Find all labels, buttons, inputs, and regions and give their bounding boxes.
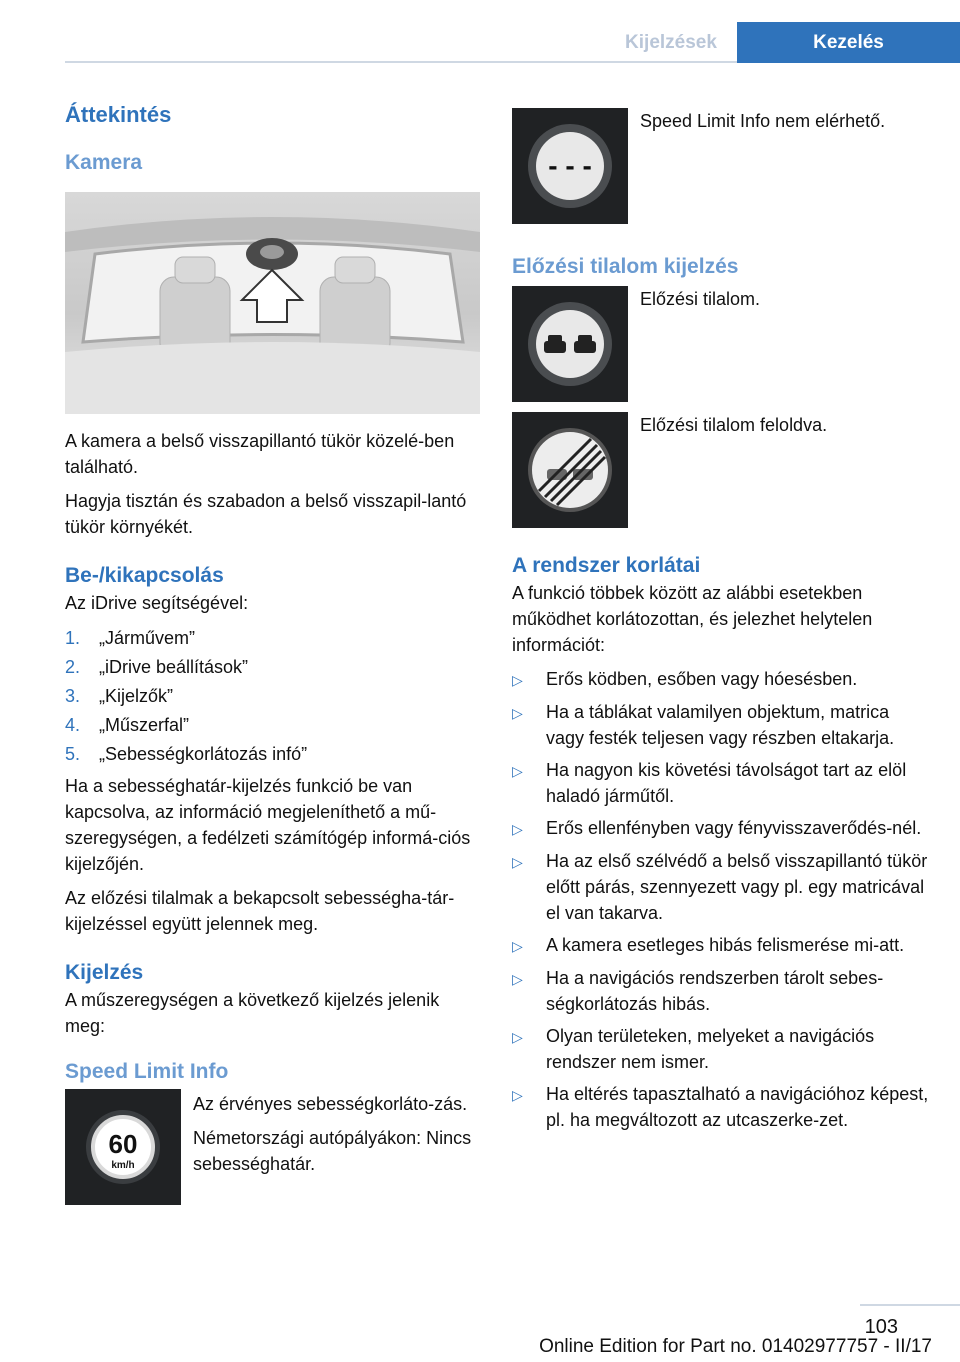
- camera-paragraph-2: Hagyja tisztán és szabadon a belső visszapil-lantó tükör környékét.: [65, 491, 467, 537]
- no-passing-sign: [512, 286, 628, 402]
- limits-list: [512, 666, 932, 1133]
- onoff-intro: Az iDrive segítségével:: [65, 593, 249, 613]
- speed-limit-row: [65, 1089, 480, 1205]
- heading-attekintes: Áttekintés: [65, 102, 172, 127]
- list-item: ▷ A kamera esetleges hibás felismerése mi-att.: [512, 935, 905, 955]
- sli-unavailable-text: Speed Limit Info nem elérhető.: [640, 111, 886, 131]
- svg-text:60: 60: [108, 1129, 138, 1159]
- sli-paragraph-2: Németországi autópályákon: Nincs sebességhatár.: [193, 1128, 472, 1174]
- steps-list: [65, 624, 480, 769]
- camera-paragraph-1: A kamera a belső visszapillantó tükör közelé-ben található.: [65, 431, 455, 477]
- display-paragraph: A műszeregységen a következő kijelzés jelenik meg:: [65, 990, 440, 1036]
- no-limit-sign-icon: [525, 121, 615, 211]
- tab-kezeles[interactable]: Kezelés: [737, 22, 960, 63]
- list-item: ▷ Ha nagyon kis követési távolságot tart az elöl haladó járműtől.: [512, 760, 907, 806]
- limits-intro: A funkció többek között az alábbi esetekben működhet korlátozottan, és jelezhet helytelen információt:: [512, 583, 873, 655]
- heading-speed-limit-info: Speed Limit Info: [65, 1060, 229, 1083]
- edition-footer: Online Edition for Part no. 01402977757 - II/17: [539, 1336, 932, 1357]
- no-passing-text: Előzési tilalom.: [640, 289, 761, 309]
- list-item: ▷ Ha eltérés tapasztalható a navigációhoz képest, pl. ha megváltozott az utcaszerke-zet.: [512, 1084, 929, 1130]
- sli-unavailable-row: [512, 108, 932, 224]
- heading-be-kikapcsolas: Be-/kikapcsolás: [65, 564, 224, 587]
- svg-text:km/h: km/h: [111, 1160, 135, 1171]
- onoff-paragraph-1: Ha a sebességhatár-kijelzés funkció be van kapcsolva, az információ megjeleníthető a mű-szeregységen, a fedélzeti számítógép informá-ciós kijelzőjén.: [65, 776, 471, 874]
- no-passing-row: [512, 286, 932, 402]
- sli-paragraph-1: Az érvényes sebességkorláto-zás.: [193, 1094, 468, 1114]
- list-item: ▷ Erős ködben, esőben vagy hóesésben.: [512, 669, 858, 689]
- footer-rule: [860, 1304, 960, 1306]
- page-number: 103: [864, 1316, 898, 1338]
- list-item: 5. „Sebességkorlátozás infó”: [65, 744, 308, 764]
- no-passing-end-row: [512, 412, 932, 528]
- heading-elozesi-tilalom: Előzési tilalom kijelzés: [512, 255, 739, 278]
- list-item: 3. „Kijelzők”: [65, 686, 174, 706]
- no-passing-icon: [525, 299, 615, 389]
- left-column: [65, 100, 480, 1205]
- tab-kijelzesek[interactable]: Kijelzések: [625, 31, 717, 53]
- speed-limit-60-sign: [65, 1089, 181, 1205]
- sli-unavailable-sign: [512, 108, 628, 224]
- heading-kijelzes: Kijelzés: [65, 961, 144, 984]
- onoff-paragraph-2: Az előzési tilalmak a bekapcsolt sebességha-tár-kijelzéssel együtt jelennek meg.: [65, 888, 455, 934]
- speed-limit-sign-icon: [83, 1107, 163, 1187]
- list-item: 1. „Járművem”: [65, 628, 196, 648]
- svg-text:- - -: - - -: [548, 150, 592, 181]
- heading-rendszer-korlatai: A rendszer korlátai: [512, 554, 701, 577]
- no-passing-end-text: Előzési tilalom feloldva.: [640, 415, 828, 435]
- speed-limit-text: [181, 1089, 480, 1205]
- no-passing-end-sign: [512, 412, 628, 528]
- end-no-passing-icon: [525, 425, 615, 515]
- list-item: ▷ Olyan területeken, melyeket a navigációs rendszer nem ismer.: [512, 1026, 875, 1072]
- list-item: 4. „Műszerfal”: [65, 715, 190, 735]
- right-column: [512, 108, 932, 1139]
- list-item: 2. „iDrive beállítások”: [65, 657, 249, 677]
- rear-window-illustration: [65, 192, 480, 414]
- list-item: ▷ Ha a navigációs rendszerben tárolt sebes-ségkorlátozás hibás.: [512, 968, 884, 1014]
- list-item: ▷ Ha a táblákat valamilyen objektum, matrica vagy festék teljesen vagy részben eltakarja.: [512, 702, 895, 748]
- list-item: ▷ Erős ellenfényben vagy fényvisszaverődés-nél.: [512, 818, 922, 838]
- heading-kamera: Kamera: [65, 151, 143, 174]
- camera-photo: [65, 192, 480, 414]
- list-item: ▷ Ha az első szélvédő a belső visszapillantó tükör előtt párás, szennyezett vagy pl. egy matricával el van takarva.: [512, 851, 928, 923]
